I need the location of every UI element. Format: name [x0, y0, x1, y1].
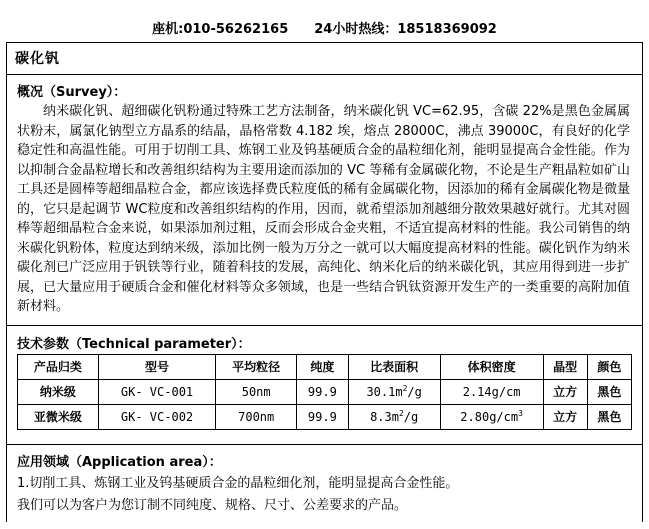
spec-table [17, 354, 632, 430]
application-heading: 应用领域（Application area）： [17, 454, 222, 470]
col-purity: 纯度 [297, 354, 349, 379]
cell-color: 黑色 [587, 404, 631, 429]
survey-paragraph: 纳米碳化钒、超细碳化钒粉通过特殊工艺方法制备，纳米碳化钒 VC=62.95，含碳 22%是黑色金属属状粉末，属氯化钠型立方晶系的结晶，晶格常数 4.182 埃，熔点 28000C，沸点 39000C，有良好的化学稳定性和高温性能。可用于切削工具、炼钢工业及钨基硬质合金的晶粒细化剂，能明显提高合金性能。作为以抑制合金晶粒增长和改善组织结构为主要用途而添加的 VC 等稀有金属碳化物，不论是生产粗晶粒如矿山工具还是圆棒等超细晶粒合金，都应该选择费氏粒度低的稀有金属碳化物，因添加的稀有金属碳化物是微量的，它只是起调节 WC粒度和改善组织结构的作用，因而，就希望添加剂越细分散效果越好就行。尤其对圆棒等超细晶粒合金来说，如果添加剂过粗，反而会形成合金夹粗，不适宜提高材料的性能。我公司销售的纳米碳化钒粉体，粒度达到纳米级，添加比例一般为万分之一就可以大幅度提高材料的性能。碳化钒作为纳米碳化剂已广泛应用于钒铁等行业，随着科技的发展，高纯化、纳米化后的纳米碳化钒，其应用得到进一步扩展，已大量应用于硬质合金和催化材料等众多领域，也是一些结合钒钛资源开发生产的一类重要的高附加值新材料。 [17, 104, 630, 314]
col-model: 型号 [98, 354, 216, 379]
cell-model: GK- VC-001 [98, 379, 216, 404]
cell-crystal: 立方 [543, 404, 587, 429]
area-exponent: 2 [402, 384, 408, 393]
application-section [7, 445, 642, 516]
page-title: 碳化钒 [7, 43, 642, 75]
cell-area [348, 404, 440, 429]
col-crystal: 晶型 [543, 354, 587, 379]
contact-bar [0, 0, 649, 42]
cell-size: 50nm [216, 379, 297, 404]
document-body [6, 42, 643, 522]
area-exponent: 2 [398, 409, 404, 418]
cell-model: GK- VC-002 [98, 404, 216, 429]
cell-category: 纳米级 [18, 379, 99, 404]
phone-number: 座机:010-56262165 [152, 21, 289, 37]
survey-section [7, 75, 642, 319]
cell-purity: 99.9 [297, 404, 349, 429]
cell-density [440, 404, 543, 429]
density-exponent: 3 [518, 409, 523, 418]
col-size: 平均粒径 [216, 354, 297, 379]
table-row [18, 379, 632, 404]
area-value: 30.1m [366, 385, 403, 399]
density-value: 2.80g/cm [460, 410, 519, 424]
survey-heading: 概况（Survey）： [17, 85, 127, 100]
cell-purity: 99.9 [297, 379, 349, 404]
cell-color: 黑色 [587, 379, 631, 404]
density-value: 2.14g/cm [462, 385, 521, 399]
col-density: 体积密度 [440, 354, 543, 379]
application-line-1: 1.切削工具、炼钢工业及钨基硬质合金的晶粒细化剂，能明显提高合金性能。 [17, 475, 459, 491]
area-value: 8.3m [370, 410, 399, 424]
cell-area [348, 379, 440, 404]
area-unit: /g [403, 410, 419, 424]
application-line-2: 我们可以为客户为您订制不同纯度、规格、尺寸、公差要求的产品。 [17, 497, 408, 513]
spec-heading: 技术参数（Technical parameter）： [17, 336, 251, 352]
area-unit: /g [407, 385, 422, 399]
col-category: 产品归类 [18, 354, 99, 379]
spec-section [7, 326, 642, 438]
table-row [18, 404, 632, 429]
cell-density [440, 379, 543, 404]
cell-crystal: 立方 [543, 379, 587, 404]
col-area: 比表面积 [348, 354, 440, 379]
col-color: 颜色 [587, 354, 631, 379]
table-header-row [18, 354, 632, 379]
cell-size: 700nm [216, 404, 297, 429]
hotline-number: 24小时热线：18518369092 [314, 21, 497, 37]
cell-category: 亚微米级 [18, 404, 99, 429]
